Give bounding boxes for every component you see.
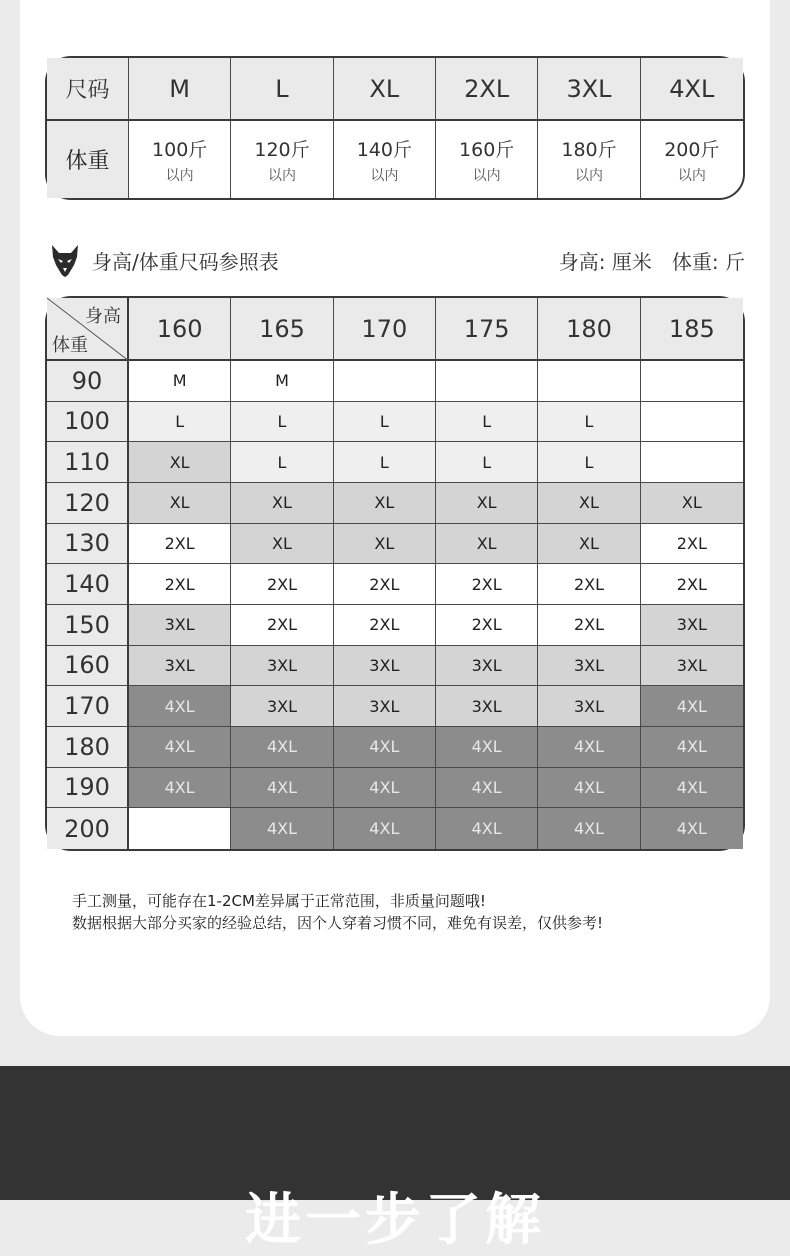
weight-row-label: 体重 — [47, 121, 129, 198]
size-cell: XL — [129, 483, 231, 524]
weight-value: 140斤 — [356, 138, 412, 161]
size-cell: 2XL — [436, 605, 538, 646]
weight-header: 120 — [47, 483, 129, 524]
size-cell: 4XL — [641, 58, 743, 121]
size-cell: L — [231, 58, 333, 121]
size-cell: 2XL — [538, 605, 640, 646]
size-cell: 4XL — [231, 808, 333, 849]
section-header — [50, 240, 745, 280]
size-cell: 3XL — [538, 686, 640, 727]
weight-header: 150 — [47, 605, 129, 646]
size-cell: M — [231, 361, 333, 402]
size-cell: 2XL — [641, 564, 743, 605]
weight-cell — [129, 121, 231, 198]
weight-suffix: 以内 — [370, 167, 399, 184]
size-cell: L — [334, 442, 436, 483]
size-cell — [538, 361, 640, 402]
weight-suffix: 以内 — [677, 167, 706, 184]
size-cell: XL — [538, 483, 640, 524]
size-cell: 3XL — [231, 686, 333, 727]
weight-cell — [436, 121, 538, 198]
weight-header: 140 — [47, 564, 129, 605]
size-cell: XL — [538, 524, 640, 565]
size-cell — [641, 442, 743, 483]
corner-height-label: 身高 — [85, 306, 121, 327]
weight-header: 100 — [47, 402, 129, 443]
size-cell: 3XL — [334, 686, 436, 727]
weight-suffix: 以内 — [267, 167, 296, 184]
height-header: 170 — [334, 298, 436, 361]
size-cell: 4XL — [334, 768, 436, 809]
size-cell: 4XL — [641, 727, 743, 768]
size-cell: XL — [129, 442, 231, 483]
size-cell: 3XL — [129, 646, 231, 687]
footer-heading: 进一步了解 — [245, 1188, 545, 1253]
size-cell: 4XL — [231, 768, 333, 809]
weight-unit-label: 体重: 斤 — [671, 249, 745, 274]
size-cell: XL — [231, 524, 333, 565]
notes — [72, 890, 603, 934]
weight-value: 160斤 — [459, 138, 515, 161]
height-header: 160 — [129, 298, 231, 361]
weight-suffix: 以内 — [165, 167, 194, 184]
size-cell: 4XL — [129, 768, 231, 809]
size-cell: 4XL — [436, 768, 538, 809]
corner-header — [47, 298, 129, 361]
note-line-1: 手工测量，可能存在1-2CM差异属于正常范围，非质量问题哦! — [72, 892, 486, 910]
weight-value: 200斤 — [664, 138, 720, 161]
size-cell: L — [436, 402, 538, 443]
height-header: 175 — [436, 298, 538, 361]
height-weight-size-chart — [45, 296, 745, 851]
size-cell — [436, 361, 538, 402]
wolf-head-icon — [50, 243, 80, 277]
size-cell: 2XL — [334, 564, 436, 605]
size-cell: 4XL — [129, 727, 231, 768]
size-cell — [334, 361, 436, 402]
size-cell: 4XL — [231, 727, 333, 768]
weight-value: 120斤 — [254, 138, 310, 161]
weight-suffix: 以内 — [574, 167, 603, 184]
size-cell: 4XL — [129, 686, 231, 727]
weight-value: 180斤 — [561, 138, 617, 161]
height-header: 165 — [231, 298, 333, 361]
size-cell: 2XL — [436, 58, 538, 121]
weight-value: 100斤 — [152, 138, 208, 161]
size-cell: XL — [436, 483, 538, 524]
size-cell: 2XL — [231, 605, 333, 646]
weight-header: 170 — [47, 686, 129, 727]
size-cell: 2XL — [436, 564, 538, 605]
size-cell: XL — [334, 524, 436, 565]
size-cell: XL — [436, 524, 538, 565]
chart-title: 身高/体重尺码参照表 — [92, 249, 279, 274]
size-cell — [129, 808, 231, 849]
weight-cell — [641, 121, 743, 198]
size-cell: L — [538, 402, 640, 443]
size-cell: L — [129, 402, 231, 443]
size-weight-table — [45, 56, 745, 200]
size-cell — [641, 361, 743, 402]
size-row-label: 尺码 — [47, 58, 129, 121]
size-cell: 2XL — [538, 564, 640, 605]
size-cell: 3XL — [641, 646, 743, 687]
size-cell: 3XL — [436, 686, 538, 727]
weight-header: 200 — [47, 808, 129, 849]
size-cell: XL — [334, 483, 436, 524]
size-cell: 4XL — [538, 727, 640, 768]
size-cell: 3XL — [334, 646, 436, 687]
size-cell: L — [334, 402, 436, 443]
height-header: 180 — [538, 298, 640, 361]
weight-header: 110 — [47, 442, 129, 483]
size-cell: 3XL — [436, 646, 538, 687]
weight-header: 130 — [47, 524, 129, 565]
size-cell: L — [231, 402, 333, 443]
size-cell: M — [129, 361, 231, 402]
height-unit-label: 身高: 厘米 — [558, 249, 652, 274]
size-cell: 3XL — [231, 646, 333, 687]
weight-suffix: 以内 — [472, 167, 501, 184]
weight-cell — [334, 121, 436, 198]
note-line-2: 数据根据大部分买家的经验总结，因个人穿着习惯不同，难免有误差，仅供参考! — [72, 914, 604, 932]
size-cell: 2XL — [334, 605, 436, 646]
size-cell: 4XL — [436, 808, 538, 849]
weight-header: 160 — [47, 646, 129, 687]
size-cell: 2XL — [129, 564, 231, 605]
size-cell: 4XL — [641, 768, 743, 809]
size-cell: 3XL — [538, 646, 640, 687]
size-cell: 4XL — [538, 768, 640, 809]
weight-header: 180 — [47, 727, 129, 768]
size-cell: 4XL — [334, 808, 436, 849]
size-cell — [641, 402, 743, 443]
size-cell: L — [538, 442, 640, 483]
size-cell: 3XL — [641, 605, 743, 646]
size-cell: 4XL — [641, 686, 743, 727]
size-cell: 2XL — [641, 524, 743, 565]
size-cell: 4XL — [538, 808, 640, 849]
footer-banner — [0, 1066, 790, 1253]
weight-header: 190 — [47, 768, 129, 809]
size-cell: M — [129, 58, 231, 121]
size-cell: 4XL — [436, 727, 538, 768]
size-cell: 4XL — [334, 727, 436, 768]
size-cell: XL — [641, 483, 743, 524]
size-cell: L — [231, 442, 333, 483]
size-cell: XL — [334, 58, 436, 121]
size-cell: L — [436, 442, 538, 483]
weight-header: 90 — [47, 361, 129, 402]
weight-cell — [538, 121, 640, 198]
size-cell: 4XL — [641, 808, 743, 849]
corner-weight-label: 体重 — [52, 335, 88, 356]
size-cell: 3XL — [538, 58, 640, 121]
size-cell: XL — [231, 483, 333, 524]
size-cell: 2XL — [231, 564, 333, 605]
size-cell: 2XL — [129, 524, 231, 565]
size-cell: 3XL — [129, 605, 231, 646]
height-header: 185 — [641, 298, 743, 361]
weight-cell — [231, 121, 333, 198]
